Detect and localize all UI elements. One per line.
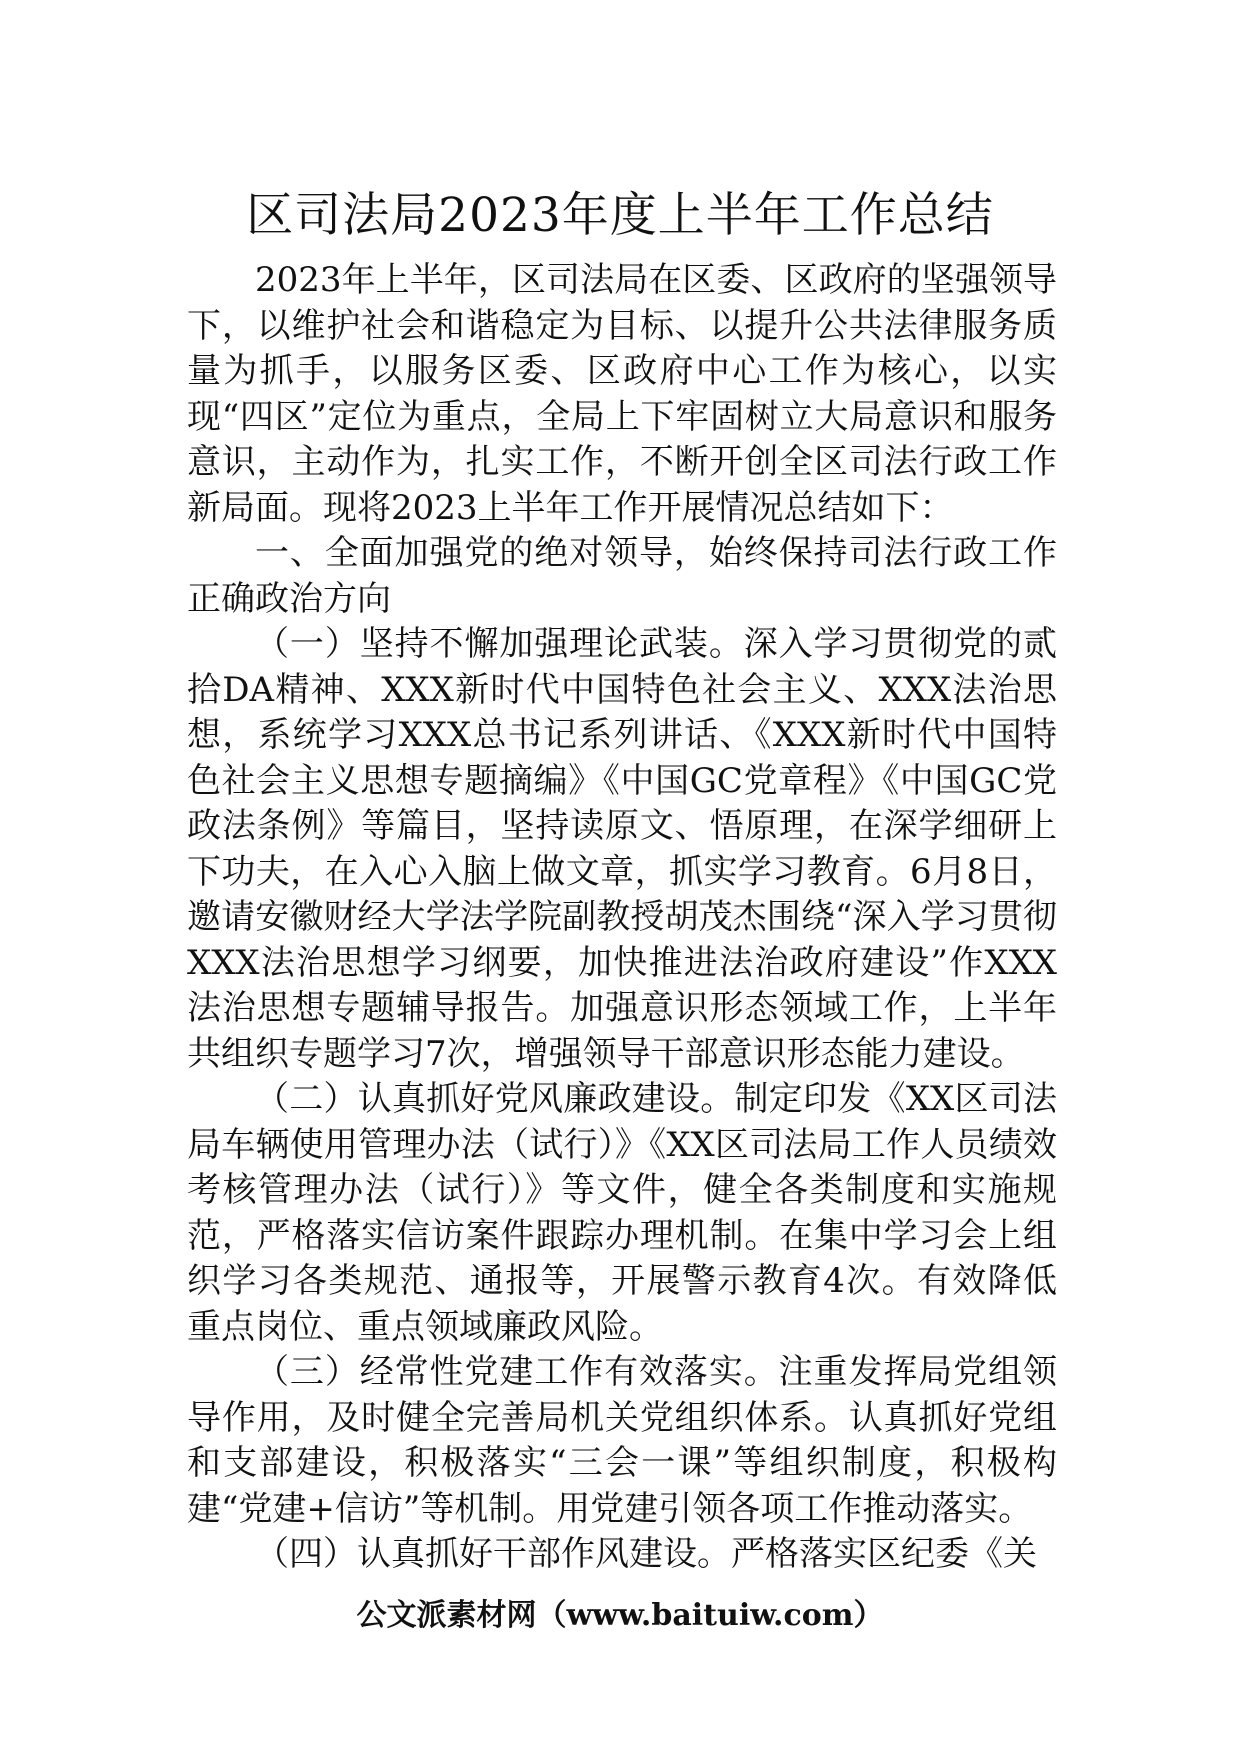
document-body xyxy=(187,258,1057,1578)
section-heading-1: 一、全面加强党的绝对领导，始终保持司法行政工作正确政治方向 xyxy=(187,533,1057,619)
document-title: 区司法局2023年度上半年工作总结 xyxy=(246,188,994,243)
intro-paragraph: 2023年上半年，区司法局在区委、区政府的坚强领导下，以维护社会和谐稳定为目标、以提升公共法律服务质量为抓手，以服务区委、区政府中心工作为核心，以实现“四区”定位为重点，全局上下牢固树立大局意识和服务意识，主动作为，扎实工作，不断开创全区司法行政工作新局面。现将2023上半年工作开展情况总结如下： xyxy=(187,260,1057,528)
source-watermark: 公文派素材网（www.baituiw.com） xyxy=(356,1598,884,1633)
subsection-paragraph-2: （二）认真抓好党风廉政建设。制定印发《XX区司法局车辆使用管理办法（试行）》《XX区司法局工作人员绩效考核管理办法（试行）》等文件，健全各类制度和实施规范，严格落实信访案件跟踪办理机制。在集中学习会上组织学习各类规范、通报等，开展警示教育4次。有效降低重点岗位、重点领域廉政风险。 xyxy=(187,1079,1057,1347)
subsection-paragraph-1: （一）坚持不懈加强理论武装。深入学习贯彻党的贰拾DA精神、XXX新时代中国特色社会主义、XXX法治思想，系统学习XXX总书记系列讲话、《XXX新时代中国特色社会主义思想专题摘编》《中国GC党章程》《中国GC党政法条例》等篇目，坚持读原文、悟原理，在深学细研上下功夫，在入心入脑上做文章，抓实学习教育。6月8日，邀请安徽财经大学法学院副教授胡茂杰围绕“深入学习贯彻XXX法治思想学习纲要，加快推进法治政府建设”作XXX法治思想专题辅导报告。加强意识形态领域工作，上半年共组织专题学习7次，增强领导干部意识形态能力建设。 xyxy=(187,624,1057,1074)
subsection-paragraph-3: （三）经常性党建工作有效落实。注重发挥局党组领导作用，及时健全完善局机关党组织体系。认真抓好党组和支部建设，积极落实“三会一课”等组织制度，积极构建“党建+信访”等机制。用党建引领各项工作推动落实。 xyxy=(187,1352,1057,1529)
subsection-paragraph-4: （四）认真抓好干部作风建设。严格落实区纪委《关 xyxy=(255,1534,1037,1574)
